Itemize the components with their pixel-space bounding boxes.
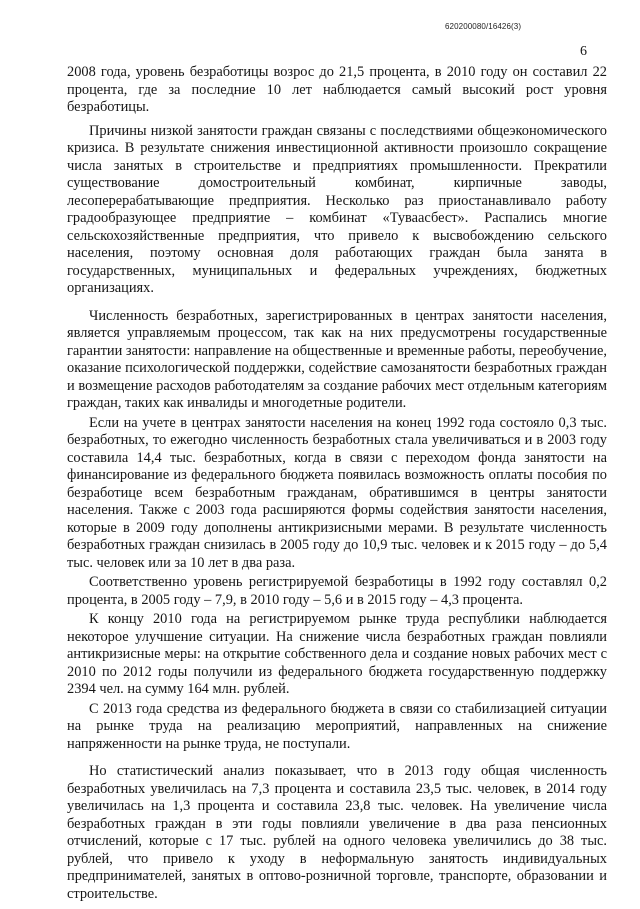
document-body	[67, 64, 607, 909]
paragraph: Причины низкой занятости граждан связаны с последствиями общеэкономического кризиса. В результате снижения инвестиционной активности произошло сокращение числа занятых в строительстве и предприятиях промышленности. Прекратили существование домостроительный комбинат, кирпичные заводы, лесоперерабатывающие предприятия. Несколько раз приостанавливало работу градообразующее предприятие – комбинат «Туваасбест». Распались многие сельскохозяйственные предприятия, что привело к высвобождению сельского населения, поэтому основная доля работающих граждан была занята в государственных, муниципальных и федеральных учреждениях, бюджетных организациях.	[67, 122, 607, 296]
paragraph: Соответственно уровень регистрируемой безработицы в 1992 году составлял 0,2 процента, в 2005 году – 7,9, в 2010 году – 5,6 и в 2015 году – 4,3 процента.	[67, 574, 607, 608]
paragraph: Но статистический анализ показывает, что в 2013 году общая численность безработных увеличилась на 7,3 процента и составила 23,5 тыс. человек, в 2014 году увеличилась на 1,3 процента и составила 23,8 тыс. человек. На увеличение числа безработных граждан в эти годы повлияли увеличение в два раза пенсионных отчислений, которые с 17 тыс. рублей на одного человека увеличились до 38 тыс. рублей, что привело к уходу в неформальную занятость индивидуальных предпринимателей, занятых в оптово-розничной торговле, транспорте, образовании и строительстве.	[67, 763, 607, 902]
paragraph: К концу 2010 года на регистрируемом рынке труда республики наблюдается некоторое улучшение ситуации. На снижение числа безработных граждан повлияли антикризисные меры: на открытие собственного дела и создание новых рабочих мест с 2010 по 2012 годы получили из федерального бюджета государственную поддержку 2394 чел. на сумму 164 млн. рублей.	[67, 611, 607, 697]
document-id: 620200080/16426(3)	[445, 22, 522, 31]
paragraph: Если на учете в центрах занятости населения на конец 1992 года состояло 0,3 тыс. безработных, то ежегодно численность безработных стала увеличиваться и в 2003 году составила 14,4 тыс. безработных, когда в связи с переходом фонда занятости на финансирование из федерального бюджета появилась возможность оплаты пособия по безработице всем безработным гражданам, обратившимся в центры занятости населения. Также с 2003 года расширяются формы содействия занятости населения, которые в 2009 году дополнены антикризисными мерами. В результате численность безработных граждан снизилась в 2005 году до 10,9 тыс. человек и к 2015 году – до 5,4 тыс. человек или за 10 лет в два раза.	[67, 414, 607, 571]
paragraph: С 2013 года средства из федерального бюджета в связи со стабилизацией ситуации на рынке труда на реализацию мероприятий, направленных на снижение напряженности на рынке труда, не поступали.	[67, 700, 607, 752]
page-number: 6	[580, 44, 587, 59]
paragraph: 2008 года, уровень безработицы возрос до 21,5 процента, в 2010 году он составил 22 процента, где за последние 10 лет наблюдается самый высокий рост уровня безработицы.	[67, 64, 607, 115]
paragraph: Численность безработных, зарегистрированных в центрах занятости населения, является управляемым процессом, так как на них предусмотрены государственные гарантии занятости: направление на общественные и временные работы, переобучение, оказание психологической поддержки, содействие самозанятости безработных граждан и возмещение расходов работодателям за создание рабочих мест отдельным категориям граждан, таких как инвалиды и многодетные родители.	[67, 307, 607, 411]
